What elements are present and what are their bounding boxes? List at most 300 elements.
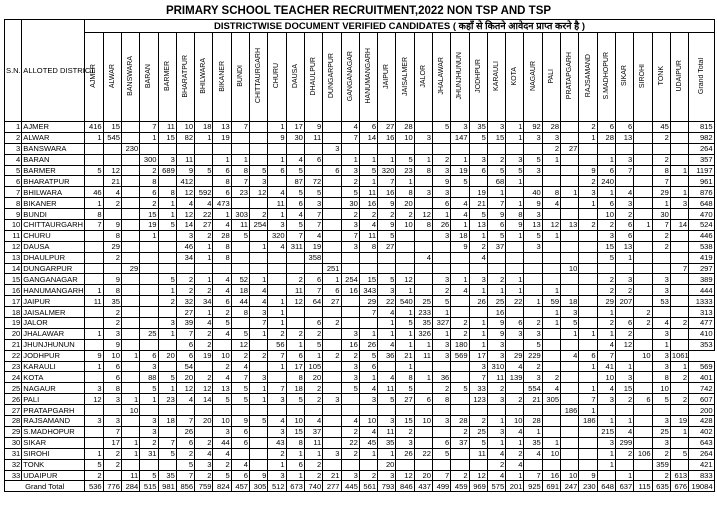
table-cell [414, 459, 432, 470]
table-cell [451, 459, 469, 470]
table-cell: 2 [195, 437, 213, 448]
table-cell: 6 [103, 361, 121, 372]
table-cell: 7 [579, 394, 597, 405]
table-cell: 9 [487, 209, 505, 220]
grand-total-cell: 969 [469, 481, 487, 492]
table-cell [597, 470, 615, 481]
table-cell [286, 405, 304, 416]
table-cell: 7 [378, 176, 396, 187]
table-cell [469, 176, 487, 187]
table-cell: 4 [542, 198, 560, 209]
table-cell: 4 [359, 426, 377, 437]
table-cell: 7 [176, 470, 194, 481]
table-cell [487, 252, 505, 263]
table-cell [286, 263, 304, 274]
table-cell: 5 [652, 394, 670, 405]
grand-total-cell: 277 [323, 481, 341, 492]
table-cell: 1 [542, 307, 560, 318]
table-cell [341, 252, 359, 263]
table-row [5, 187, 715, 198]
table-cell [579, 372, 597, 383]
table-cell: 3 [250, 307, 268, 318]
table-cell: 10 [121, 405, 139, 416]
table-cell: 6 [103, 372, 121, 383]
table-cell [670, 296, 688, 307]
table-cell [140, 318, 158, 329]
table-cell [121, 459, 139, 470]
table-cell [561, 372, 579, 383]
table-cell: 8 [103, 285, 121, 296]
table-cell: 1 [542, 285, 560, 296]
table-cell: 6 [286, 350, 304, 361]
table-cell: 7 [268, 383, 286, 394]
table-cell [195, 361, 213, 372]
row-grand-total: 200 [689, 405, 714, 416]
table-cell [121, 122, 139, 133]
table-cell: 11 [286, 285, 304, 296]
column-header [268, 33, 286, 122]
table-cell: 11 [469, 448, 487, 459]
table-cell [506, 143, 524, 154]
table-cell: 13 [524, 220, 542, 231]
table-cell: 2 [341, 350, 359, 361]
table-cell [140, 274, 158, 285]
table-cell: 2 [597, 318, 615, 329]
table-cell: 5 [213, 470, 231, 481]
table-cell: 29 [121, 263, 139, 274]
table-cell: 8 [396, 187, 414, 198]
table-cell: 1 [469, 328, 487, 339]
row-district: BHILWARA [22, 187, 85, 198]
table-cell [542, 263, 560, 274]
table-cell: 2 [542, 372, 560, 383]
table-cell: 1 [469, 339, 487, 350]
table-cell: 21 [103, 176, 121, 187]
table-cell: 53 [652, 296, 670, 307]
table-cell: 2 [176, 448, 194, 459]
table-cell: 6 [414, 394, 432, 405]
table-cell: 1 [506, 274, 524, 285]
table-cell: 5 [286, 187, 304, 198]
table-cell: 1 [396, 285, 414, 296]
table-cell [634, 405, 652, 416]
table-cell: 68 [487, 176, 505, 187]
table-cell: 303 [231, 209, 249, 220]
table-cell: 7 [670, 263, 688, 274]
table-cell: 20 [396, 198, 414, 209]
grand-total-cell: 635 [652, 481, 670, 492]
table-cell [231, 241, 249, 252]
table-cell: 35 [414, 318, 432, 329]
table-cell: 3 [506, 328, 524, 339]
table-cell: 9 [378, 220, 396, 231]
table-cell [542, 274, 560, 285]
table-cell [121, 132, 139, 143]
table-cell [487, 263, 505, 274]
table-cell: 12 [176, 187, 194, 198]
table-cell: 1 [542, 318, 560, 329]
grand-total-cell: 512 [268, 481, 286, 492]
table-cell: 4 [304, 230, 322, 241]
table-cell: 554 [524, 383, 542, 394]
table-cell: 2 [506, 448, 524, 459]
table-cell [85, 274, 103, 285]
table-cell [341, 394, 359, 405]
table-cell [250, 437, 268, 448]
table-cell: 1 [396, 328, 414, 339]
table-cell: 1 [121, 350, 139, 361]
table-cell: 9 [103, 274, 121, 285]
table-cell: 1 [195, 252, 213, 263]
table-cell: 186 [579, 416, 597, 427]
row-sn: 22 [5, 350, 22, 361]
table-cell: 4 [451, 285, 469, 296]
table-cell: 4 [213, 372, 231, 383]
table-cell: 1 [359, 176, 377, 187]
table-cell: 7 [85, 220, 103, 231]
table-cell: 6 [432, 198, 450, 209]
table-row [5, 416, 715, 427]
table-cell [341, 143, 359, 154]
table-cell: 4 [341, 416, 359, 427]
table-cell [670, 209, 688, 220]
row-grand-total: 401 [689, 372, 714, 383]
table-cell: 12 [85, 394, 103, 405]
table-cell [121, 339, 139, 350]
table-cell: 8 [396, 372, 414, 383]
table-cell: 15 [103, 122, 121, 133]
table-cell: 6 [597, 165, 615, 176]
row-district: BUNDI [22, 209, 85, 220]
table-cell: 4 [286, 154, 304, 165]
table-cell: 1 [634, 220, 652, 231]
grand-total-cell: 673 [286, 481, 304, 492]
table-cell [250, 339, 268, 350]
row-sn: 6 [5, 176, 22, 187]
table-cell: 2 [341, 176, 359, 187]
table-cell: 3 [652, 437, 670, 448]
table-cell: 4 [378, 307, 396, 318]
table-cell [231, 448, 249, 459]
table-cell [451, 296, 469, 307]
table-cell [323, 209, 341, 220]
table-cell: 1 [378, 318, 396, 329]
grand-total-cell: 648 [597, 481, 615, 492]
table-cell [121, 154, 139, 165]
table-cell: 26 [176, 426, 194, 437]
table-cell [396, 252, 414, 263]
table-cell [561, 285, 579, 296]
table-cell: 207 [615, 296, 633, 307]
table-cell [451, 372, 469, 383]
table-cell: 18 [158, 416, 176, 427]
column-header [396, 33, 414, 122]
table-cell [542, 361, 560, 372]
table-cell: 45 [359, 437, 377, 448]
row-sn: 10 [5, 220, 22, 231]
table-cell: 22 [341, 437, 359, 448]
row-grand-total: 833 [689, 470, 714, 481]
table-row [5, 176, 715, 187]
table-cell: 8 [103, 383, 121, 394]
table-cell: 6 [469, 165, 487, 176]
table-cell: 1 [121, 437, 139, 448]
table-cell [561, 198, 579, 209]
table-cell [670, 143, 688, 154]
table-cell [670, 437, 688, 448]
table-cell [579, 143, 597, 154]
table-cell: 3 [469, 274, 487, 285]
table-cell: 3 [615, 274, 633, 285]
row-sn: 31 [5, 448, 22, 459]
row-grand-total: 402 [689, 426, 714, 437]
table-cell: 1 [542, 230, 560, 241]
table-cell: 16 [341, 285, 359, 296]
table-cell: 8 [158, 187, 176, 198]
row-sn: 18 [5, 307, 22, 318]
table-cell: 5 [359, 165, 377, 176]
table-cell [561, 394, 579, 405]
table-cell [195, 263, 213, 274]
column-header [250, 33, 268, 122]
table-cell [250, 252, 268, 263]
table-cell [634, 263, 652, 274]
column-header-label: BHARATPUR [181, 54, 189, 98]
row-district: BANSWARA [22, 143, 85, 154]
table-cell: 1 [323, 274, 341, 285]
table-cell [451, 143, 469, 154]
table-cell: 8 [432, 394, 450, 405]
table-cell: 3 [268, 394, 286, 405]
table-cell: 9 [268, 132, 286, 143]
table-cell [670, 230, 688, 241]
row-district: S.MADHOPUR [22, 426, 85, 437]
table-cell: 7 [359, 307, 377, 318]
table-cell [652, 263, 670, 274]
table-cell: 17 [103, 437, 121, 448]
table-cell: 1 [579, 383, 597, 394]
table-cell: 4 [451, 209, 469, 220]
table-cell [542, 165, 560, 176]
table-cell: 1 [469, 285, 487, 296]
table-cell [396, 241, 414, 252]
table-cell [432, 143, 450, 154]
table-cell: 26 [469, 296, 487, 307]
table-cell: 1 [268, 296, 286, 307]
table-cell [561, 165, 579, 176]
table-cell [140, 285, 158, 296]
table-cell: 2 [579, 176, 597, 187]
table-cell: 9 [231, 416, 249, 427]
table-cell: 5 [158, 372, 176, 383]
table-cell [561, 274, 579, 285]
row-district: PALI [22, 394, 85, 405]
table-cell: 2 [103, 318, 121, 329]
table-cell [414, 198, 432, 209]
table-cell [414, 361, 432, 372]
table-cell [414, 230, 432, 241]
table-cell: 39 [176, 318, 194, 329]
table-cell [85, 339, 103, 350]
table-cell: 7 [652, 176, 670, 187]
table-cell: 4 [524, 448, 542, 459]
table-cell [634, 372, 652, 383]
table-cell: 15 [487, 132, 505, 143]
row-grand-total: 961 [689, 176, 714, 187]
table-cell: 4 [304, 416, 322, 427]
table-cell: 8 [652, 372, 670, 383]
table-row [5, 165, 715, 176]
table-cell [634, 143, 652, 154]
table-cell [323, 241, 341, 252]
table-cell: 2 [615, 328, 633, 339]
grand-total-cell: 284 [121, 481, 139, 492]
table-cell [158, 252, 176, 263]
table-cell: 540 [396, 296, 414, 307]
table-cell: 1 [414, 154, 432, 165]
column-header-label: Grand Total [697, 57, 705, 95]
table-cell: 6 [304, 274, 322, 285]
table-cell: 5 [231, 394, 249, 405]
table-cell [524, 405, 542, 416]
row-grand-total: 1333 [689, 296, 714, 307]
row-district: NAGAUR [22, 383, 85, 394]
table-cell: 7 [341, 230, 359, 241]
table-cell [85, 143, 103, 154]
table-cell: 2 [506, 394, 524, 405]
table-cell: 6 [231, 426, 249, 437]
table-cell: 64 [304, 296, 322, 307]
table-cell: 3 [487, 350, 505, 361]
table-cell [250, 122, 268, 133]
table-cell: 4 [506, 426, 524, 437]
column-header-label: PALI [547, 68, 555, 84]
table-cell: 2 [487, 459, 505, 470]
table-cell: 3 [341, 372, 359, 383]
table-cell: 20 [414, 470, 432, 481]
table-cell [250, 426, 268, 437]
table-cell: 9 [579, 470, 597, 481]
table-cell: 5 [250, 416, 268, 427]
table-cell [634, 132, 652, 143]
table-cell: 10 [396, 220, 414, 231]
table-cell: 15 [158, 132, 176, 143]
table-cell: 18 [451, 230, 469, 241]
table-cell: 2 [524, 361, 542, 372]
table-cell: 7 [231, 372, 249, 383]
table-cell: 10 [396, 132, 414, 143]
table-cell: 230 [121, 143, 139, 154]
column-header-label: JODHPUR [474, 59, 482, 93]
table-cell: 1 [561, 328, 579, 339]
table-cell: 5 [378, 394, 396, 405]
table-cell: 9 [524, 198, 542, 209]
row-district: KARAULI [22, 361, 85, 372]
table-cell: 41 [597, 361, 615, 372]
table-cell: 25 [414, 296, 432, 307]
row-district: BIKANER [22, 198, 85, 209]
table-cell [85, 307, 103, 318]
table-cell: 2 [615, 448, 633, 459]
table-cell: 215 [597, 426, 615, 437]
column-header [579, 33, 597, 122]
table-cell: 4 [487, 470, 505, 481]
table-cell: 3 [213, 426, 231, 437]
table-cell: 1 [561, 187, 579, 198]
table-cell [121, 241, 139, 252]
table-cell: 305 [542, 394, 560, 405]
grand-total-cell: 759 [195, 481, 213, 492]
table-cell: 92 [524, 122, 542, 133]
table-cell [451, 448, 469, 459]
table-cell: 4 [286, 209, 304, 220]
table-cell: 3 [268, 220, 286, 231]
table-cell: 12 [176, 209, 194, 220]
table-cell: 2 [231, 350, 249, 361]
table-cell: 3 [158, 154, 176, 165]
column-header [323, 33, 341, 122]
table-cell: 5 [432, 448, 450, 459]
table-cell: 1 [268, 361, 286, 372]
table-cell: 19 [140, 220, 158, 231]
row-district: DAUSA [22, 241, 85, 252]
table-cell: 2 [140, 437, 158, 448]
table-cell [652, 405, 670, 416]
table-cell: 5 [506, 165, 524, 176]
table-cell: 320 [268, 230, 286, 241]
table-cell: 27 [561, 143, 579, 154]
table-row [5, 296, 715, 307]
table-cell: 27 [396, 394, 414, 405]
column-header-label: DHAULPUR [310, 56, 318, 96]
table-cell [542, 209, 560, 220]
table-cell [250, 459, 268, 470]
table-cell [561, 176, 579, 187]
table-cell: 4 [195, 448, 213, 459]
table-cell [268, 252, 286, 263]
table-cell: 1 [579, 405, 597, 416]
row-sn: 27 [5, 405, 22, 416]
table-cell: 3 [451, 122, 469, 133]
column-header-label: JHALAWAR [438, 57, 446, 95]
table-cell [670, 132, 688, 143]
table-cell: 3 [378, 470, 396, 481]
table-cell: 1 [378, 448, 396, 459]
table-cell: 11 [268, 198, 286, 209]
table-cell: 33 [469, 383, 487, 394]
table-cell [121, 230, 139, 241]
table-cell [158, 143, 176, 154]
grand-total-label: Grand Total [5, 481, 85, 492]
row-sn: 3 [5, 143, 22, 154]
column-header [341, 33, 359, 122]
column-header [634, 33, 652, 122]
table-cell [634, 122, 652, 133]
row-grand-total: 643 [689, 437, 714, 448]
table-row [5, 383, 715, 394]
table-cell: 1 [85, 198, 103, 209]
table-cell: 5 [487, 230, 505, 241]
table-cell: 1 [597, 328, 615, 339]
table-cell: 8 [213, 241, 231, 252]
row-sn: 16 [5, 285, 22, 296]
table-cell: 8 [506, 209, 524, 220]
table-cell: 2 [250, 350, 268, 361]
row-sn: 2 [5, 132, 22, 143]
table-cell: 8 [231, 165, 249, 176]
column-header-label: HANUMANGARH [364, 48, 372, 104]
table-cell: 7 [250, 318, 268, 329]
